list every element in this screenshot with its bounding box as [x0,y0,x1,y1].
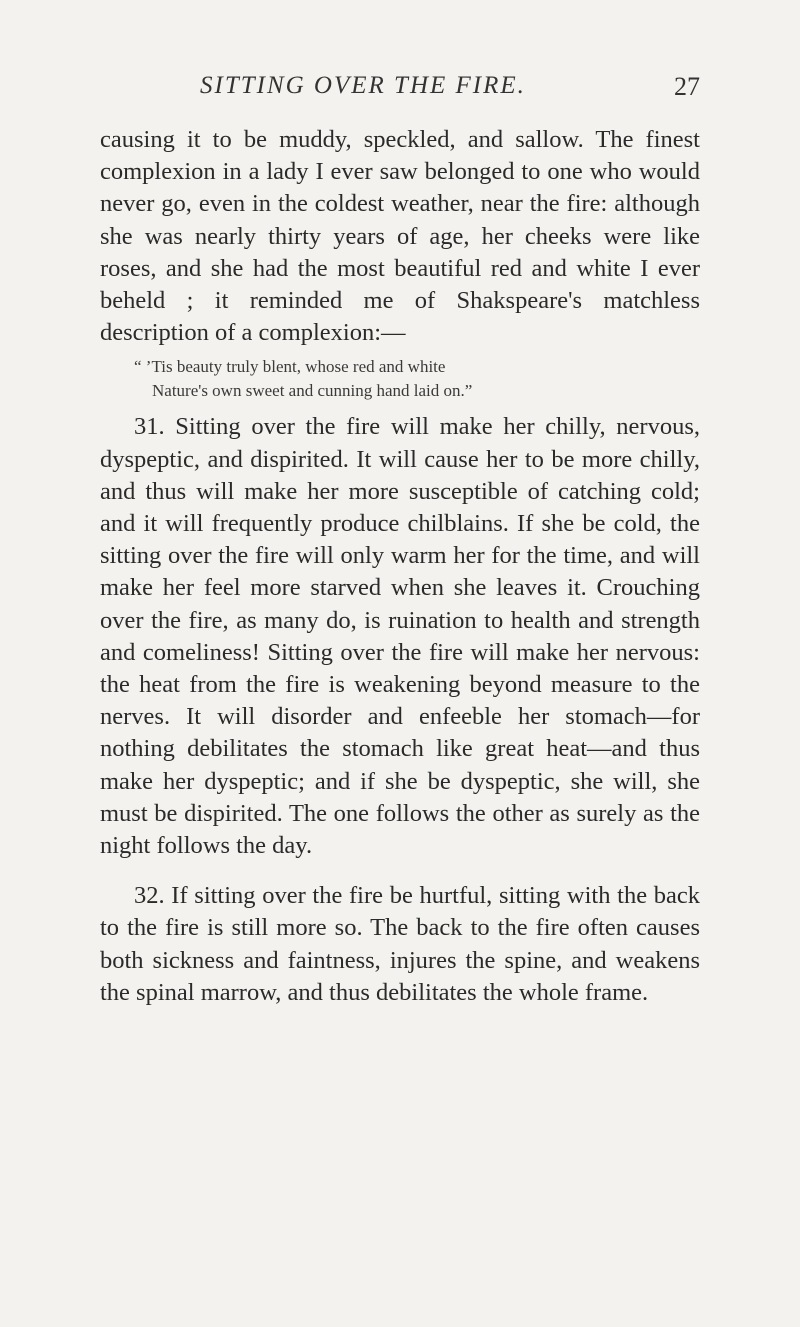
body-text [100,124,700,1009]
running-title: SITTING OVER THE FIRE. [200,72,526,99]
quotation-line-1: “ ’Tis beauty truly blent, whose red and white [134,357,446,377]
quotation [134,355,700,403]
paragraph-continuation: causing it to be muddy, speckled, and sallow. The finest complexion in a lady I ever saw belonged to one who would never go, even in the coldest weather, near the fire: although she was nearly thirty years of age, her cheeks were like roses, and she had the most beautiful red and white I ever beheld ; it reminded me of Shakspeare's matchless description of a complexion:— [100,126,700,347]
paragraph-32: 32. If sitting over the fire be hurtful, sitting with the back to the fire is still more so. The back to the fire often causes both sickness and faintness, injures the spine, and weakens the spinal marrow, and thus debilitates the whole frame. [100,882,700,1006]
quotation-line-2: Nature's own sweet and cunning hand laid on.” [152,381,473,401]
paragraph-31: 31. Sitting over the fire will make her chilly, nervous, dyspeptic, and dispirited. It will cause her to be more chilly, and thus will make her more susceptible of catching cold; and it will frequently produce chilblains. If she be cold, the sitting over the fire will only warm her for the time, and will make her feel more starved when she leaves it. Crouching over the fire, as many do, is ruination to health and strength and comeliness! Sitting over the fire will make her nervous: the heat from the fire is weakening beyond measure to the nerves. It will disorder and enfeeble her stomach—for nothing debilitates the stomach like great heat—and thus make her dyspeptic; and if she be dyspeptic, she will, she must be dispirited. The one follows the other as surely as the night follows the day. [100,413,700,860]
running-header [120,66,700,106]
page-number: 27 [674,72,700,101]
